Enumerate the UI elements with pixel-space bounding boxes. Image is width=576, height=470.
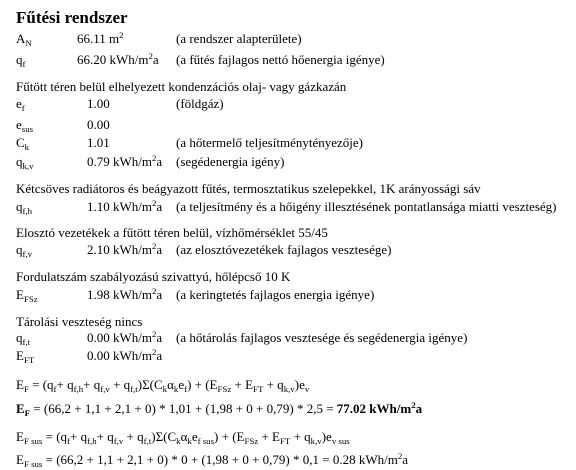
page-title: Fűtési rendszer [16, 8, 128, 27]
qfh-symbol: $q_{f,h}$ [16, 199, 33, 217]
efsz-symbol: $E_{FSz}$ [16, 287, 38, 305]
qft-value: 0.00 kWh/$m^2a$ [87, 329, 163, 345]
qfv-value: 2.10 kWh/$m^2a$ [87, 241, 163, 257]
esus-symbol: $e_{sus}$ [16, 117, 34, 135]
efsz-note: (a keringtetés fajlagos energia igénye) [176, 287, 375, 302]
ck-note: (a hőtermelő teljesítménytényezője) [176, 135, 363, 150]
an-symbol: $A_N$ [16, 31, 32, 49]
ef-value: 1.00 [87, 96, 110, 111]
storage-heading: Tárolási veszteség nincs [16, 314, 143, 329]
qft-symbol: $q_{f,t}$ [16, 330, 31, 348]
boiler-heading: Fűtött téren belül elhelyezett kondenzációs olaj- vagy gázkazán [16, 79, 347, 94]
qf-symbol: $q_f$ [16, 52, 26, 70]
dist-heading: Elosztó vezetékek a fűtött téren belül, vízhőmérséklet 55/45 [16, 225, 328, 240]
eft-value: 0.00 kWh/$m^2a$ [87, 347, 163, 363]
qkv-note: (segédenergia igény) [176, 154, 285, 169]
formula-ef-sus: $E_{F sus} = (q_f+ q_{f,h}+ q_{f,v} + q_{f,t})\Sigma(C_k\alpha_ke_{f sus}) + (E_{FSz} + E_{FT} + q_{k,v})e_{v sus}$ [16, 429, 350, 447]
eft-symbol: $E_{FT}$ [16, 348, 35, 366]
qf-note: (a fűtés fajlagos nettó hőenergia igénye) [176, 52, 385, 67]
qf-value: 66.20 kWh/$m^2a$ [77, 51, 159, 67]
qfh-value: 1.10 kWh/$m^2a$ [87, 198, 163, 214]
an-note: (a rendszer alapterülete) [176, 31, 302, 46]
qfv-note: (az elosztóvezetékek fajlagos vesztesége) [176, 242, 392, 257]
esus-value: 0.00 [87, 117, 110, 132]
ck-value: 1.01 [87, 135, 110, 150]
ef-symbol: $e_f$ [16, 96, 25, 114]
qfv-symbol: $q_{f,v}$ [16, 242, 33, 260]
ef-note: (földgáz) [176, 96, 224, 111]
qkv-value: 0.79 kWh/$m^2a$ [87, 153, 163, 169]
ck-symbol: $C_k$ [16, 135, 30, 153]
qft-note: (a hőtárolás fajlagos vesztesége és segédenergia igénye) [176, 330, 468, 345]
emit-heading: Kétcsöves radiátoros és beágyazott fűtés, termosztatikus szelepekkel, 1K arányossági sáv [16, 181, 481, 196]
qfh-note: (a teljesítmény és a hőigény illesztésének pontatlansága miatti veszteség) [176, 199, 557, 214]
formula-ef: $E_F = (q_f+ q_{f,h}+ q_{f,v} + q_{f,t})\Sigma(C_k\alpha_ke_f) + (E_{FSz} + E_{FT} + q_{k,v})e_v$ [16, 377, 310, 395]
formula-ef-sus-result: $E_{F sus} = (66,2 + 1,1 + 2,1 + 0) * 0 + (1,98 + 0 + 0,79) * 0,1 = 0.28$ kWh/$m^2a$ [16, 451, 409, 470]
pump-heading: Fordulatszám szabályozású szivattyú, hőlépcső 10 K [16, 269, 291, 284]
formula-ef-result: $E_F = (66,2 + 1,1 + 2,1 + 0) * 1,01 + (1,98 + 0 + 0,79) * 2,5 = 77.02$ kWh/$m^2a$ [16, 400, 423, 419]
ef-result-value: 77.02 kWh/m [336, 401, 412, 416]
qkv-symbol: $q_{k,v}$ [16, 154, 34, 172]
efsz-value: 1.98 kWh/$m^2a$ [87, 286, 163, 302]
an-value: 66.11 $m^2$ [77, 30, 124, 46]
